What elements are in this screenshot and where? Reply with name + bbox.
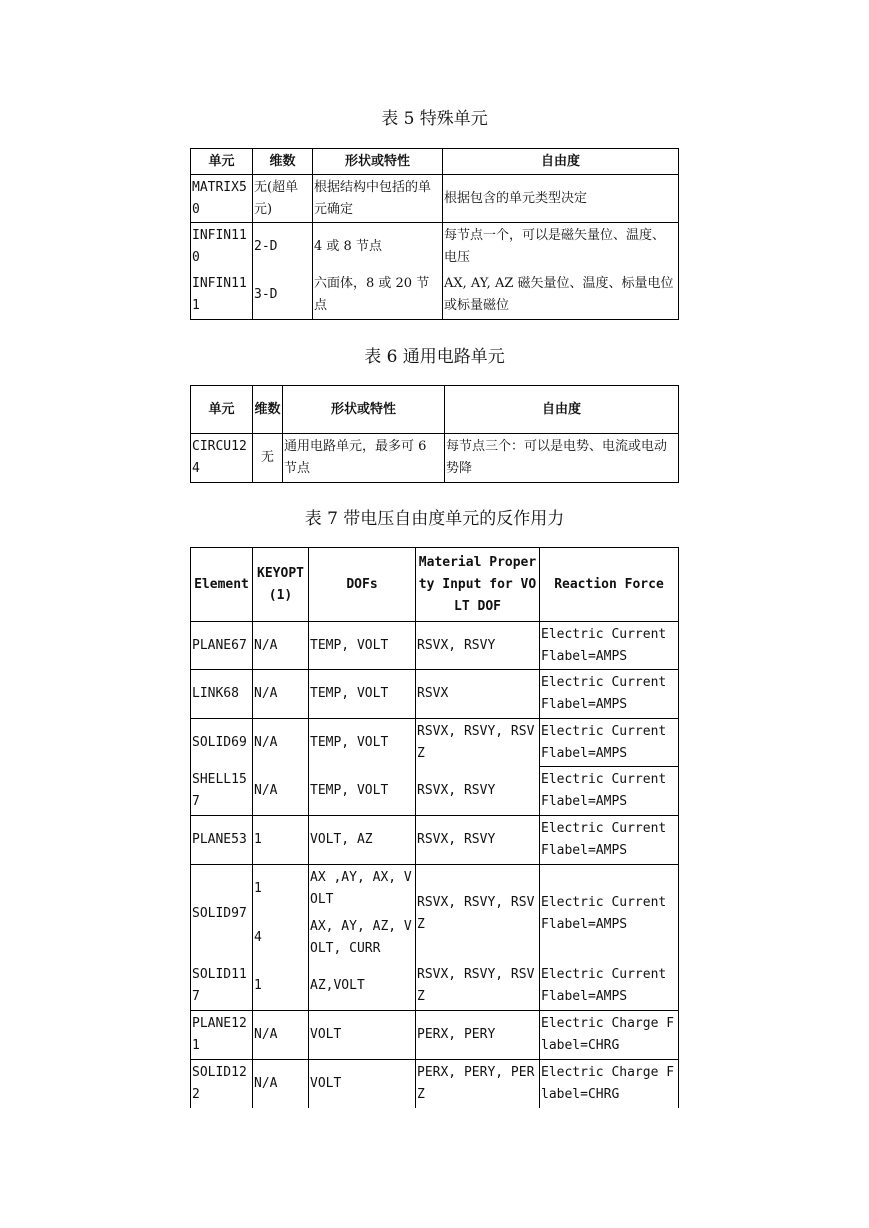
- cell: PLANE121: [191, 1011, 253, 1060]
- cell: RSVX, RSVY: [416, 816, 540, 865]
- cell: SOLID122: [191, 1060, 253, 1108]
- cell: AZ,VOLT: [309, 963, 416, 1011]
- cell: Electric Current Flabel=AMPS: [540, 865, 679, 963]
- cell: AX, AY, AZ 磁矢量位、温度、标量电位或标量磁位: [443, 271, 679, 320]
- cell: RSVX: [416, 670, 540, 719]
- cell: PLANE53: [191, 816, 253, 865]
- cell: VOLT: [309, 1060, 416, 1108]
- cell: RSVX, RSVY: [416, 767, 540, 816]
- table-row: [191, 1011, 679, 1060]
- cell: Electric Current Flabel=AMPS: [540, 963, 679, 1011]
- cell: Electric Current Flabel=AMPS: [540, 719, 679, 767]
- column-header: 自由度: [443, 149, 679, 175]
- column-header: 自由度: [445, 386, 679, 434]
- cell: 1: [253, 865, 309, 913]
- cell: 1: [253, 816, 309, 865]
- cell: INFIN110: [191, 223, 253, 271]
- cell: SHELL157: [191, 767, 253, 816]
- table-row: [191, 434, 679, 483]
- cell: Electric Current Flabel=AMPS: [540, 767, 679, 816]
- column-header: 维数: [253, 386, 283, 434]
- cell: N/A: [253, 622, 309, 670]
- cell: RSVX, RSVY: [416, 622, 540, 670]
- cell: CIRCU124: [191, 434, 253, 483]
- column-header: Reaction Force: [540, 548, 679, 622]
- cell: VOLT, AZ: [309, 816, 416, 865]
- cell: TEMP, VOLT: [309, 670, 416, 719]
- cell: 六面体，8 或 20 节点: [313, 271, 443, 320]
- table-row: [191, 719, 679, 767]
- cell: 每节点三个：可以是电势、电流或电动势降: [445, 434, 679, 483]
- table-row: [191, 670, 679, 719]
- cell: Electric Current Flabel=AMPS: [540, 816, 679, 865]
- table-header-row: [191, 149, 679, 175]
- column-header: Material Property Input for VOLT DOF: [416, 548, 540, 622]
- cell: Electric Current Flabel=AMPS: [540, 670, 679, 719]
- cell: 根据包含的单元类型决定: [443, 175, 679, 223]
- table-row: [191, 622, 679, 670]
- table-row: [191, 1060, 679, 1108]
- cell: RSVX, RSVY, RSVZ: [416, 963, 540, 1011]
- table-row: [191, 223, 679, 271]
- table-row: [191, 767, 679, 816]
- cell: N/A: [253, 719, 309, 767]
- cell: MATRIX50: [191, 175, 253, 223]
- cell: N/A: [253, 767, 309, 816]
- cell: 无(超单元): [253, 175, 313, 223]
- cell: SOLID97: [191, 865, 253, 963]
- column-header: 单元: [191, 386, 253, 434]
- cell: RSVX, RSVY, RSVZ: [416, 865, 540, 963]
- cell: Electric Charge Flabel=CHRG: [540, 1011, 679, 1060]
- table7-caption: 表 7 带电压自由度单元的反作用力: [304, 509, 565, 529]
- cell: SOLID69: [191, 719, 253, 767]
- column-header: DOFs: [309, 548, 416, 622]
- cell: VOLT: [309, 1011, 416, 1060]
- cell: TEMP, VOLT: [309, 622, 416, 670]
- cell: TEMP, VOLT: [309, 767, 416, 816]
- cell: 通用电路单元，最多可 6 节点: [283, 434, 445, 483]
- table-header-row: [191, 548, 679, 622]
- table-7: [190, 547, 679, 1108]
- cell: RSVX, RSVY, RSVZ: [416, 719, 540, 767]
- cell: 2-D: [253, 223, 313, 271]
- table-row: [191, 175, 679, 223]
- cell: 每节点一个，可以是磁矢量位、温度、电压: [443, 223, 679, 271]
- table-header-row: [191, 386, 679, 434]
- cell: AX, AY, AZ, VOLT, CURR: [309, 913, 416, 963]
- cell: 根据结构中包括的单元确定: [313, 175, 443, 223]
- table-6: [190, 385, 679, 483]
- cell: N/A: [253, 1011, 309, 1060]
- cell: 4 或 8 节点: [313, 223, 443, 271]
- column-header: 形状或特性: [283, 386, 445, 434]
- cell: PLANE67: [191, 622, 253, 670]
- column-header: 单元: [191, 149, 253, 175]
- column-header: 维数: [253, 149, 313, 175]
- column-header: KEYOPT (1): [253, 548, 309, 622]
- cell: Electric Current Flabel=AMPS: [540, 622, 679, 670]
- cell: INFIN111: [191, 271, 253, 320]
- cell: LINK68: [191, 670, 253, 719]
- table-row: [191, 865, 679, 913]
- cell: Electric Charge Flabel=CHRG: [540, 1060, 679, 1108]
- cell: N/A: [253, 1060, 309, 1108]
- cell: PERX, PERY: [416, 1011, 540, 1060]
- table6-caption: 表 6 通用电路单元: [364, 347, 505, 367]
- table-row: [191, 271, 679, 320]
- table-5: [190, 148, 679, 320]
- cell: N/A: [253, 670, 309, 719]
- table5-caption: 表 5 特殊单元: [381, 109, 488, 129]
- table-row: [191, 963, 679, 1011]
- table-row: [191, 816, 679, 865]
- column-header: Element: [191, 548, 253, 622]
- cell: 无: [253, 434, 283, 483]
- cell: 4: [253, 913, 309, 963]
- cell: 3-D: [253, 271, 313, 320]
- column-header: 形状或特性: [313, 149, 443, 175]
- cell: PERX, PERY, PERZ: [416, 1060, 540, 1108]
- cell: 1: [253, 963, 309, 1011]
- cell: AX ,AY, AX, VOLT: [309, 865, 416, 913]
- cell: TEMP, VOLT: [309, 719, 416, 767]
- cell: SOLID117: [191, 963, 253, 1011]
